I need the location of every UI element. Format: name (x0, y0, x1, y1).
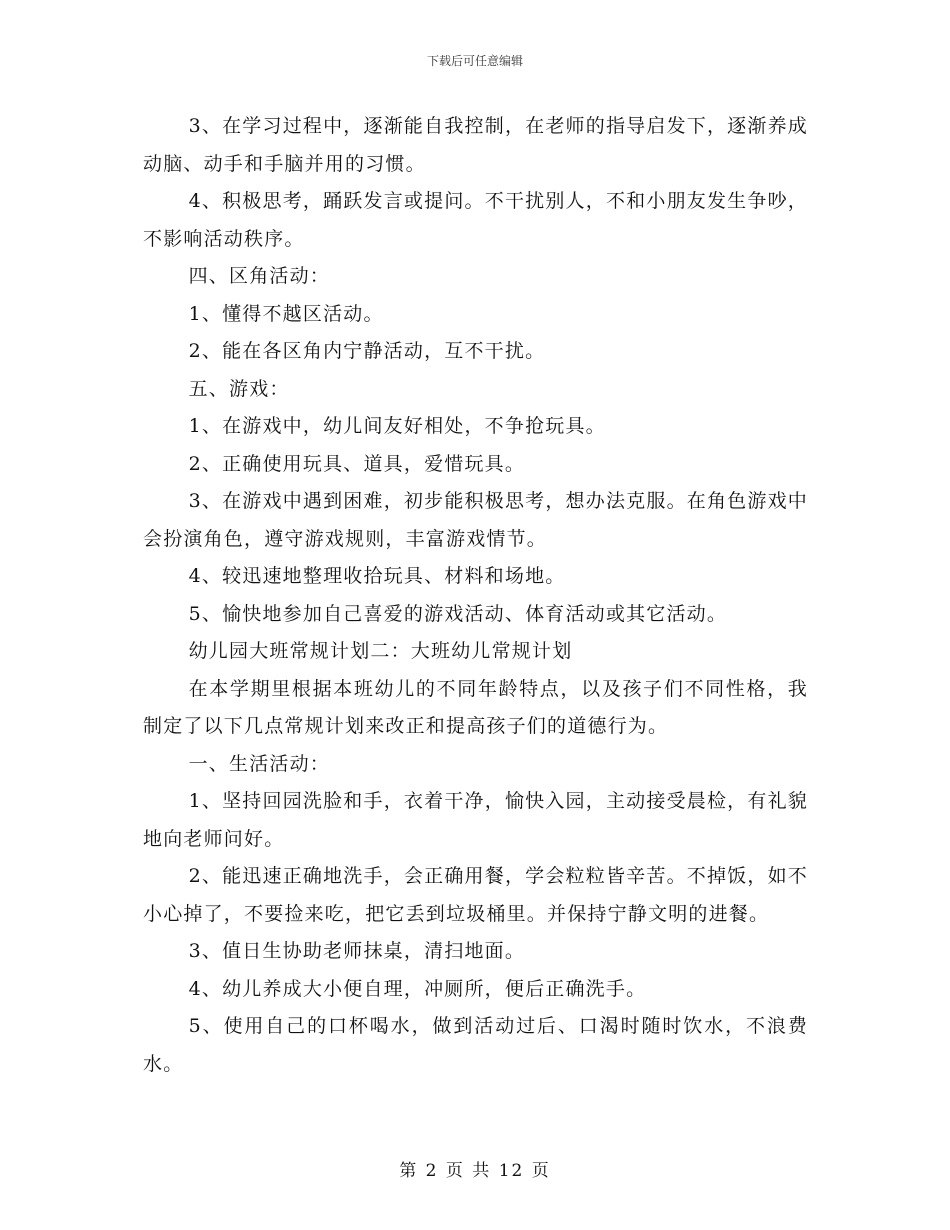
document-body (143, 108, 808, 1083)
paragraph: 1、在游戏中，幼儿间友好相处，不争抢玩具。 (188, 415, 606, 437)
paragraph: 4、较迅速地整理收拾玩具、材料和场地。 (188, 565, 566, 587)
paragraph: 3、在学习过程中，逐渐能自我控制，在老师的指导启发下，逐渐养成动脑、动手和手脑并用的习惯。 (143, 115, 808, 175)
paragraph: 2、能迅速正确地洗手，会正确用餐，学会粒粒皆辛苦。不掉饭，如不小心掉了，不要捡来吃，把它丢到垃圾桶里。并保持宁静文明的进餐。 (143, 865, 808, 925)
paragraph: 1、懂得不越区活动。 (188, 302, 384, 325)
section-heading: 五、游戏： (188, 377, 290, 400)
page-header-note: 下载后可任意编辑 (426, 54, 523, 68)
paragraph: 4、幼儿养成大小便自理，冲厕所，便后正确洗手。 (188, 977, 647, 1000)
paragraph: 2、正确使用玩具、道具，爱惜玩具。 (188, 452, 526, 475)
paragraph: 1、坚持回园洗脸和手，衣着干净，愉快入园，主动接受晨检，有礼貌地向老师问好。 (143, 790, 808, 850)
document-subtitle: 幼儿园大班常规计划二：大班幼儿常规计划 (188, 640, 573, 662)
paragraph: 5、愉快地参加自己喜爱的游戏活动、体育活动或其它活动。 (188, 602, 728, 625)
section-heading: 四、区角活动： (188, 265, 330, 287)
section-heading: 一、生活活动： (188, 752, 330, 775)
paragraph: 在本学期里根据本班幼儿的不同年龄特点，以及孩子们不同性格，我制定了以下几点常规计划来改正和提高孩子们的道德行为。 (143, 677, 808, 737)
page-number: 第 2 页 共 12 页 (399, 1161, 551, 1181)
paragraph: 2、能在各区角内宁静活动，互不干扰。 (188, 340, 546, 362)
paragraph: 5、使用自己的口杯喝水，做到活动过后、口渴时随时饮水，不浪费水。 (143, 1015, 808, 1075)
paragraph: 3、值日生协助老师抹桌，清扫地面。 (188, 940, 526, 962)
paragraph: 4、积极思考，踊跃发言或提问。不干扰别人，不和小朋友发生争吵，不影响活动秩序。 (143, 190, 808, 250)
paragraph: 3、在游戏中遇到困难，初步能积极思考，想办法克服。在角色游戏中会扮演角色，遵守游戏规则，丰富游戏情节。 (143, 490, 808, 550)
